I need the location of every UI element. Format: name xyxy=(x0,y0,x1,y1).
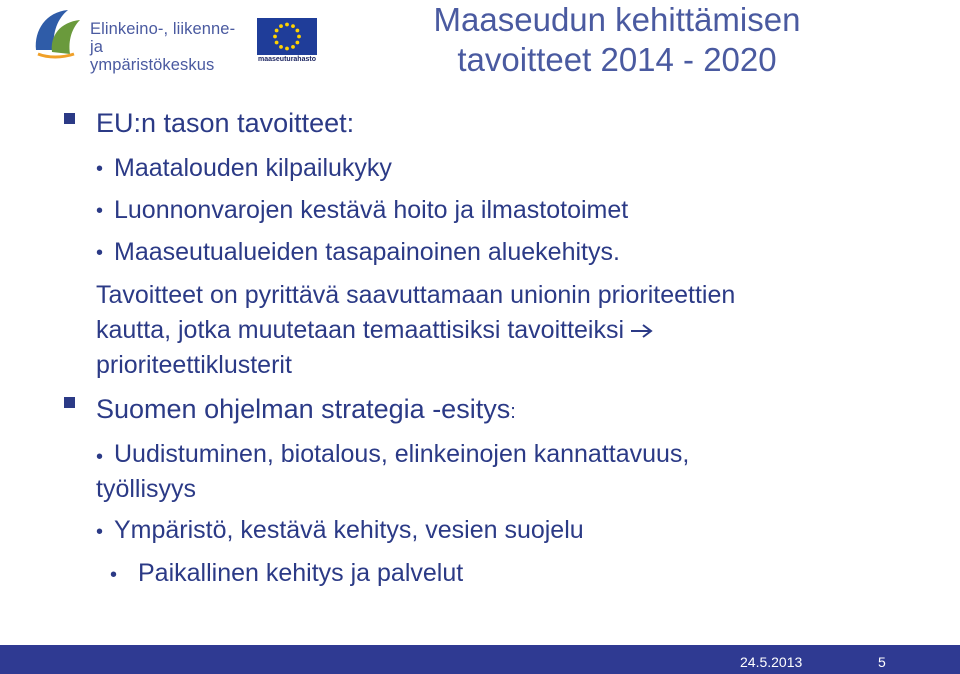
slide-title xyxy=(392,0,842,80)
footer-bar xyxy=(0,645,960,674)
heading-eu-goals: EU:n tason tavoitteet: xyxy=(96,108,355,138)
paragraph-line: kautta, jotka muutetaan temaattisiksi tavoitteiksi xyxy=(96,316,654,345)
bullet-dot-icon: • xyxy=(96,521,104,543)
bullet-item: Maatalouden kilpailukyky xyxy=(114,154,392,182)
bullet-item: Uudistuminen, biotalous, elinkeinojen kannattavuus, xyxy=(114,440,690,468)
square-bullet-icon xyxy=(64,397,75,408)
eu-logo-caption: maaseuturahasto xyxy=(258,56,316,63)
eu-logo xyxy=(257,18,317,68)
bullet-item: Paikallinen kehitys ja palvelut xyxy=(138,559,464,587)
slide-title-line2: tavoitteet 2014 - 2020 xyxy=(457,41,777,78)
bullet-dot-icon: • xyxy=(96,446,104,468)
arrow-right-icon xyxy=(630,323,654,339)
eu-flag-icon xyxy=(257,18,317,55)
ely-logo xyxy=(28,6,248,74)
bullet-item: Maaseutualueiden tasapainoinen aluekehitys. xyxy=(114,238,620,266)
square-bullet-icon xyxy=(64,113,75,124)
page-number: 5 xyxy=(878,654,886,670)
bullet-dot-icon: • xyxy=(96,242,104,264)
bullet-dot-icon: • xyxy=(96,158,104,180)
footer-date: 24.5.2013 xyxy=(740,654,803,670)
heading-finland-strategy: Suomen ohjelman strategia -esitys: xyxy=(96,394,516,424)
bullet-dot-icon: • xyxy=(110,564,118,586)
bullet-item: Ympäristö, kestävä kehitys, vesien suojelu xyxy=(114,516,584,544)
bullet-dot-icon: • xyxy=(96,200,104,222)
paragraph-line: Tavoitteet on pyrittävä saavuttamaan unionin prioriteettien xyxy=(96,281,736,309)
slide-title-line1: Maaseudun kehittämisen xyxy=(433,1,801,38)
paragraph-line: prioriteettiklusterit xyxy=(96,351,292,379)
bullet-item-continued: työllisyys xyxy=(96,475,197,503)
ely-logo-text: Elinkeino-, liikenne- ja ympäristökeskus xyxy=(90,20,236,74)
ely-leaf-icon xyxy=(28,6,86,60)
bullet-item: Luonnonvarojen kestävä hoito ja ilmastotoimet xyxy=(114,196,629,224)
